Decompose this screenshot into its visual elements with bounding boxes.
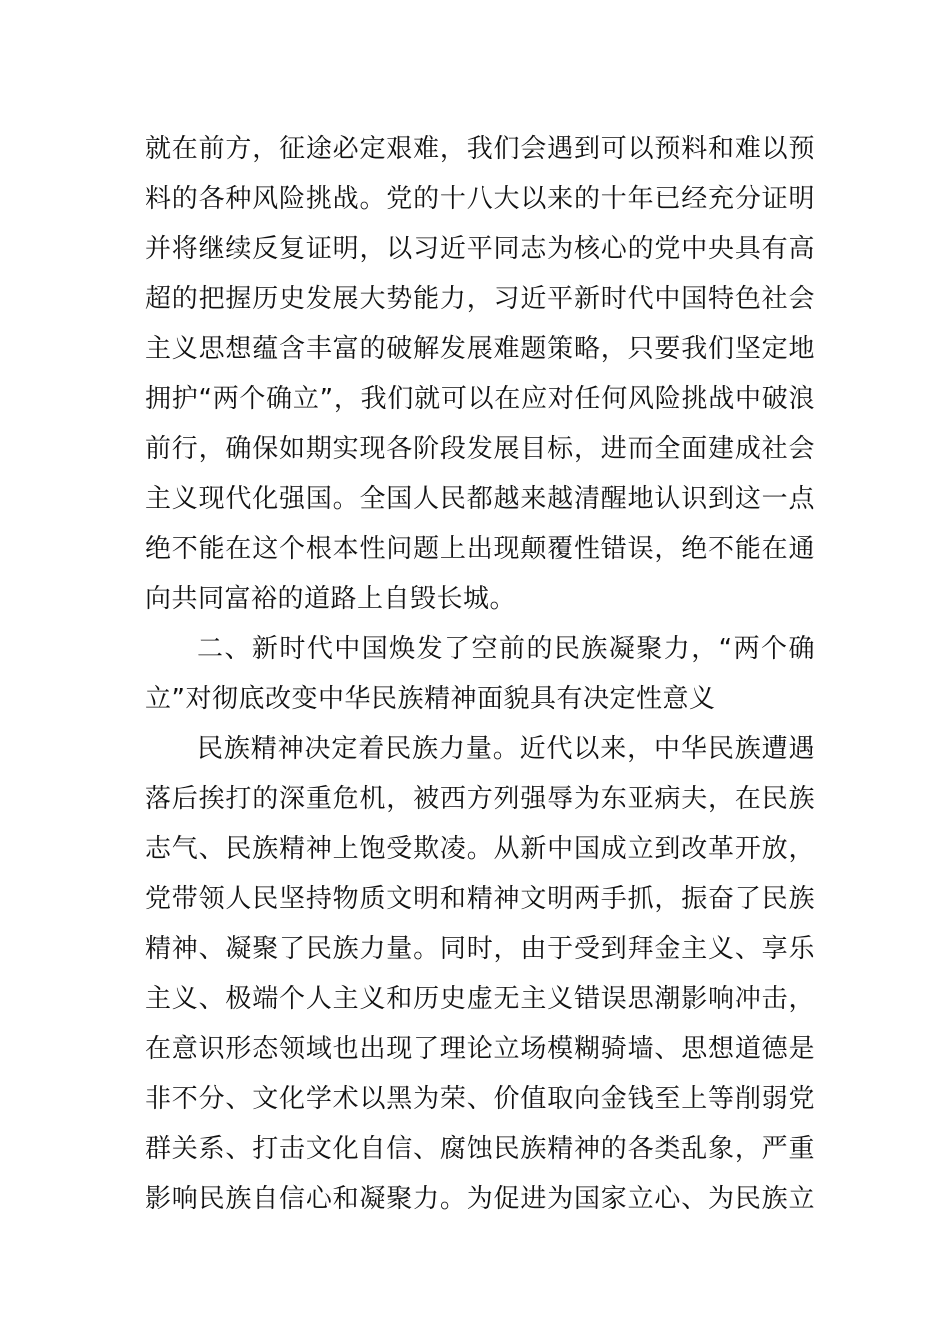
text-line: 主义思想蕴含丰富的破解发展难题策略，只要我们坚定地 [145, 334, 815, 364]
text-line: 民族精神决定着民族力量。近代以来，中华民族遭遇 [197, 734, 815, 764]
text-line: 在意识形态领域也出现了理论立场模糊骑墙、思想道德是 [145, 1034, 815, 1064]
text-line: 就在前方，征途必定艰难，我们会遇到可以预料和难以预 [145, 134, 815, 164]
text-line: 主义、极端个人主义和历史虚无主义错误思潮影响冲击， [145, 984, 815, 1014]
text-line: 料的各种风险挑战。党的十八大以来的十年已经充分证明 [145, 184, 815, 214]
text-line: 主义现代化强国。全国人民都越来越清醒地认识到这一点 [145, 484, 815, 514]
text-line: 精神、凝聚了民族力量。同时，由于受到拜金主义、享乐 [145, 934, 815, 964]
text-line: 党带领人民坚持物质文明和精神文明两手抓，振奋了民族 [145, 884, 815, 914]
text-line: 影响民族自信心和凝聚力。为促进为国家立心、为民族立 [145, 1184, 815, 1214]
text-line: 非不分、文化学术以黑为荣、价值取向金钱至上等削弱党 [145, 1084, 815, 1114]
text-line: 绝不能在这个根本性问题上出现颠覆性错误，绝不能在通 [145, 534, 815, 564]
text-line: 群关系、打击文化自信、腐蚀民族精神的各类乱象，严重 [145, 1134, 815, 1164]
text-line: 落后挨打的深重危机，被西方列强辱为东亚病夫，在民族 [145, 784, 815, 814]
text-line: 并将继续反复证明，以习近平同志为核心的党中央具有高 [145, 234, 815, 264]
body-text [145, 124, 815, 1224]
text-line: 志气、民族精神上饱受欺凌。从新中国成立到改革开放， [145, 834, 815, 864]
text-line: 向共同富裕的道路上自毁长城。 [145, 584, 517, 614]
text-line: 超的把握历史发展大势能力，习近平新时代中国特色社会 [145, 284, 815, 314]
text-line: 前行，确保如期实现各阶段发展目标，进而全面建成社会 [145, 434, 815, 464]
text-line: 拥护“两个确立”，我们就可以在应对任何风险挑战中破浪 [145, 384, 815, 414]
section-heading-line: 立”对彻底改变中华民族精神面貌具有决定性意义 [145, 684, 716, 714]
section-heading-line: 二、新时代中国焕发了空前的民族凝聚力，“两个确 [197, 634, 815, 664]
